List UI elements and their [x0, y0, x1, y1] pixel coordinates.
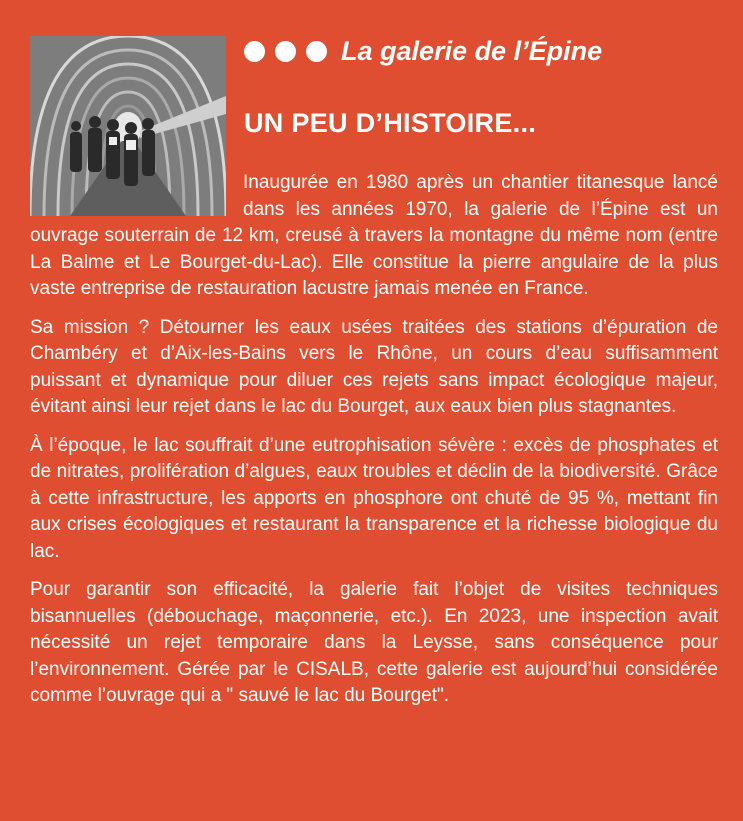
page-title: La galerie de l’Épine: [341, 36, 603, 66]
paragraph-1: Inaugurée en 1980 après un chantier titanesque lancé dans les années 1970, la galerie de l’Épine est un ouvrage souterrain de 12 km, creusé à travers la montagne du même nom (entre La Balme et Le Bourget-du-Lac). Elle constitue la pierre angulaire de la plus vaste entreprise de restauration lacustre jamais menée en France.: [30, 172, 718, 299]
paragraph-3: À l’époque, le lac souffrait d’une eutrophisation sévère : excès de phosphates et de nitrates, prolifération d’algues, eaux troubles et déclin de la biodiversité. Grâce à cette infrastructure, les apports en phosphore ont chuté de 95 %, mettant fin aux crises écologiques et restaurant la transparence et la richesse biologique du lac.: [30, 434, 718, 562]
bullet-dot: [306, 41, 327, 62]
bullet-dot: [244, 41, 265, 62]
section-heading: UN PEU D’HISTOIRE...: [244, 108, 537, 138]
article-body: [30, 170, 718, 722]
section-header: [244, 36, 602, 67]
paragraph-2: Sa mission ? Détourner les eaux usées traitées des stations d’épuration de Chambéry et d’Aix-les-Bains vers le Rhône, un cours d’eau suffisamment puissant et dynamique pour diluer ces rejets sans impact écologique majeur, évitant ainsi leur rejet dans le lac du Bourget, aux eaux bien plus stagnantes.: [30, 316, 718, 417]
paragraph-4: Pour garantir son efficacité, la galerie fait l’objet de visites techniques bisannuelles (débouchage, maçonnerie, etc.). En 2023, une inspection avait nécessité un rejet temporaire dans la Leysse, sans conséquence pour l’environnement. Gérée par le CISALB, cette galerie est aujourd’hui considérée comme l’ouvrage qui a " sauvé le lac du Bourget".: [30, 579, 718, 706]
bullet-dot: [275, 41, 296, 62]
